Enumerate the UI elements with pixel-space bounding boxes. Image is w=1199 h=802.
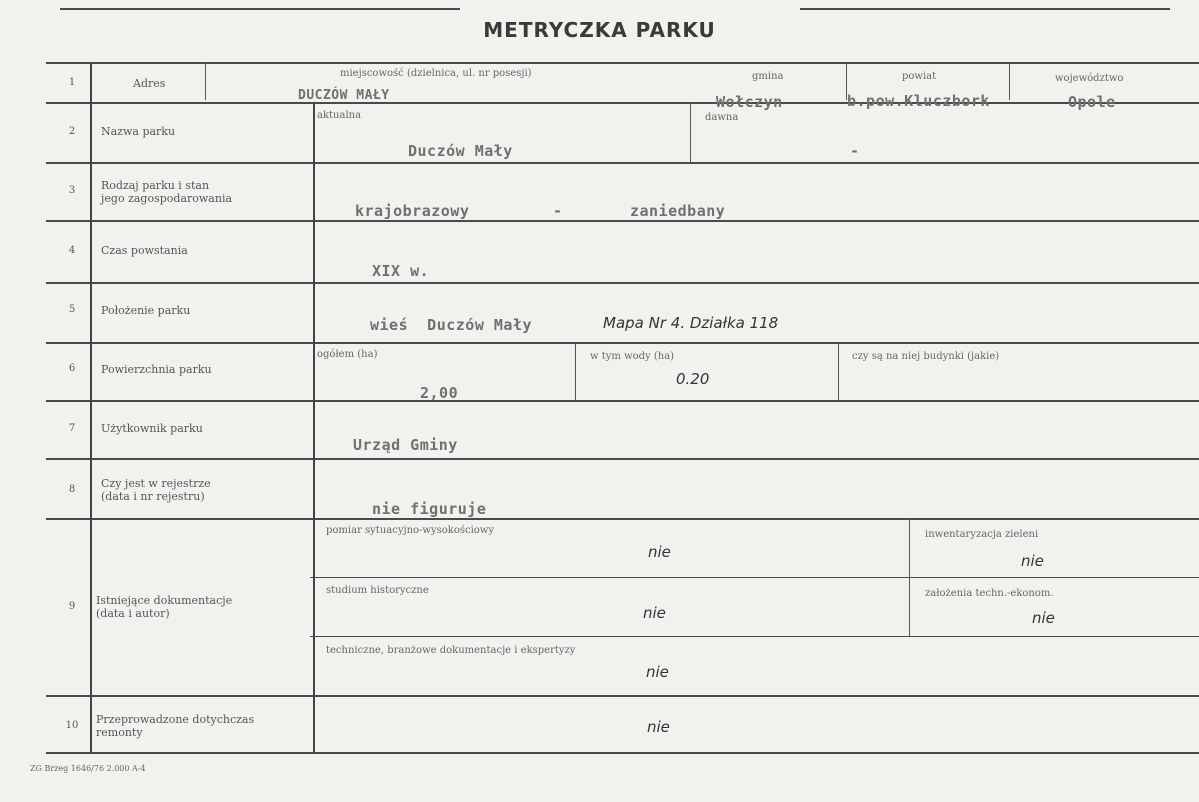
row-number: 7 <box>68 423 76 434</box>
powiat-value: b.pow.Kluczbork <box>847 92 990 110</box>
current-name-label: aktualna <box>317 110 362 121</box>
row-line-2 <box>46 162 1199 164</box>
location-value: wieś Duczów Mały <box>370 316 533 334</box>
tech-econ-label: założenia techn.-ekonom. <box>925 588 1054 599</box>
current-name-value: Duczów Mały <box>408 142 513 160</box>
row-line-1 <box>46 102 1199 104</box>
gmina-divider <box>690 102 691 162</box>
row-number: 6 <box>68 363 76 374</box>
area-total-value: 2,00 <box>420 384 459 402</box>
park-type-value: krajobrazowy <box>355 202 470 220</box>
row-number: 3 <box>68 185 76 196</box>
row-line-9 <box>46 695 1199 697</box>
survey-label: pomiar sytuacyjno-wysokościowy <box>326 525 495 536</box>
docs-line-1 <box>310 577 1199 578</box>
print-footer: ZG Brzeg 1646/76 2.000 A-4 <box>30 764 146 773</box>
area-water-value: 0.20 <box>676 370 710 388</box>
top-border-left <box>60 8 460 10</box>
register-value: nie figuruje <box>372 500 487 518</box>
inventory-label: inwentaryzacja zieleni <box>925 529 1039 540</box>
row-line-0 <box>46 62 1199 64</box>
row-line-3 <box>46 220 1199 222</box>
row-label-uzytkownik: Użytkownik parku <box>101 422 203 435</box>
row-label-polozenie: Położenie parku <box>101 304 191 317</box>
area-water-label: w tym wody (ha) <box>590 351 675 362</box>
park-state-value: zaniedbany <box>630 202 726 220</box>
buildings-label: czy są na niej budynki (jakie) <box>852 351 1000 362</box>
col-label-divider <box>313 102 315 752</box>
row-label-czas: Czas powstania <box>101 244 188 257</box>
col-num-divider <box>90 62 92 752</box>
row-line-6 <box>46 400 1199 402</box>
former-name-label: dawna <box>705 112 739 123</box>
locality-label: miejscowość (dzielnica, ul. nr posesji) <box>340 68 532 79</box>
row-line-10 <box>46 752 1199 754</box>
form-title: METRYCZKA PARKU <box>483 18 716 42</box>
park-type-dash: - <box>553 202 563 220</box>
area-total-label: ogółem (ha) <box>317 349 378 360</box>
row-label-remonty: Przeprowadzone dotychczas remonty <box>96 713 255 739</box>
woj-divider <box>1009 64 1010 100</box>
gmina-value: Wołczyn <box>716 93 783 111</box>
park-user-value: Urząd Gminy <box>353 436 458 454</box>
row-number: 10 <box>65 720 79 731</box>
row-number: 2 <box>68 126 76 137</box>
row-number: 9 <box>68 601 76 612</box>
locality-value: DUCZÓW MAŁY <box>298 88 390 103</box>
top-border-right <box>800 8 1170 10</box>
row-label-rodzaj: Rodzaj parku i stan jego zagospodarowania <box>101 179 233 205</box>
technical-docs-value: nie <box>646 663 669 681</box>
study-label: studium historyczne <box>326 585 429 596</box>
area-divider-2 <box>838 342 839 400</box>
row-label-adres: Adres <box>133 77 166 90</box>
row-line-5 <box>46 342 1199 344</box>
row-label-dokumentacje: Istniejące dokumentacje (data i autor) <box>96 594 233 620</box>
survey-value: nie <box>648 543 671 561</box>
row-line-4 <box>46 282 1199 284</box>
row-line-7 <box>46 458 1199 460</box>
study-value: nie <box>643 604 666 622</box>
wojewodztwo-label: województwo <box>1055 73 1124 84</box>
row-label-nazwa: Nazwa parku <box>101 125 176 138</box>
row-label-rejestr: Czy jest w rejestrze (data i nr rejestru) <box>101 477 211 503</box>
row-number: 8 <box>68 484 76 495</box>
row-line-8 <box>46 518 1199 520</box>
powiat-label: powiat <box>902 71 937 82</box>
row-number: 1 <box>68 77 76 88</box>
row-label-powierzchnia: Powierzchnia parku <box>101 363 212 376</box>
inventory-value: nie <box>1021 552 1044 570</box>
wojewodztwo-value: Opole <box>1068 93 1116 111</box>
former-name-value: - <box>850 142 860 160</box>
location-map-note: Mapa Nr 4. Działka 118 <box>603 314 779 332</box>
row-number: 4 <box>68 245 76 256</box>
adres-divider <box>205 62 206 100</box>
docs-line-2 <box>310 636 1199 637</box>
docs-divider <box>909 518 910 636</box>
area-divider-1 <box>575 342 576 400</box>
repairs-value: nie <box>647 718 670 736</box>
technical-docs-label: techniczne, branżowe dokumentacje i ekspertyzy <box>326 645 576 656</box>
row-number: 5 <box>68 304 76 315</box>
gmina-label: gmina <box>752 71 784 82</box>
tech-econ-value: nie <box>1032 609 1055 627</box>
creation-time-value: XIX w. <box>372 262 430 280</box>
